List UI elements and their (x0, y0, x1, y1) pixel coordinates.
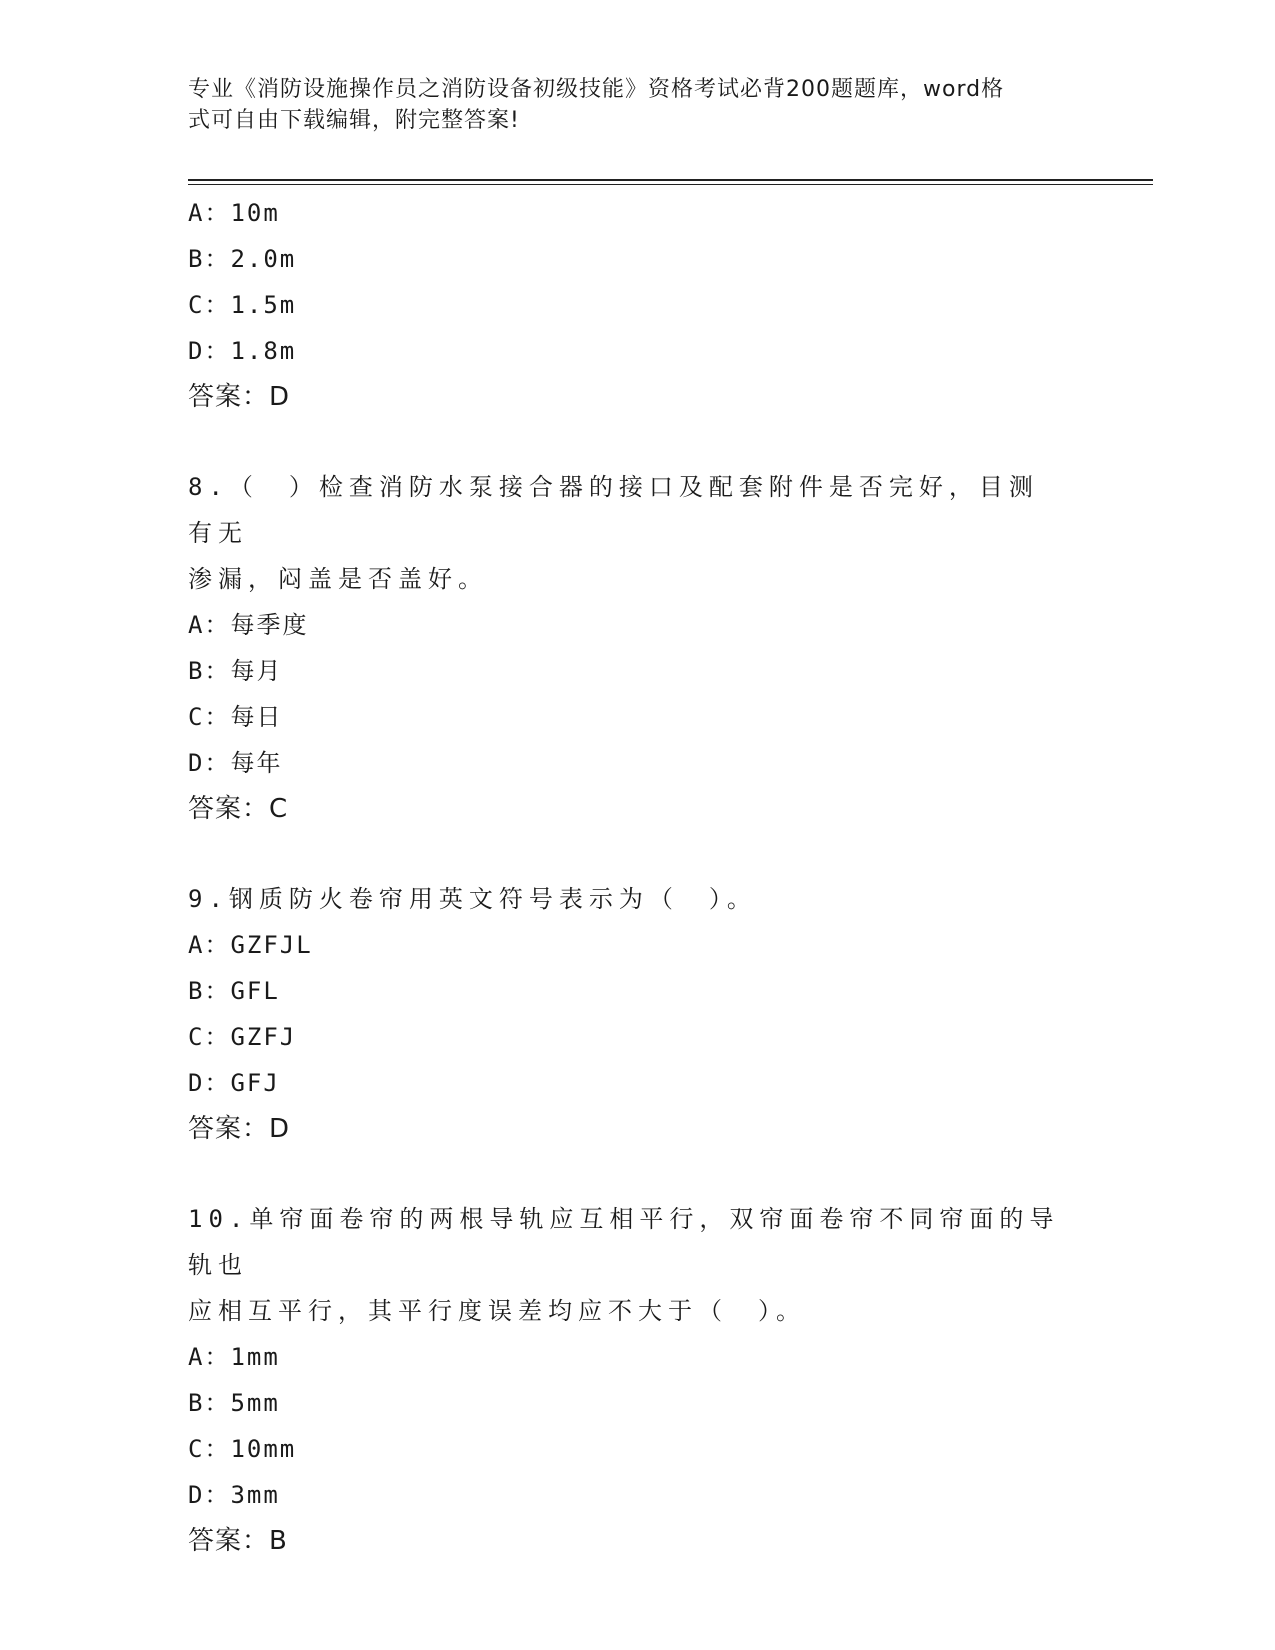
question-text-line2: 渗漏，闷盖是否盖好。 (188, 565, 488, 593)
question-9 (188, 876, 1088, 1152)
header-title-line2: 式可自由下载编辑，附完整答案! (188, 108, 520, 133)
header-rule-thick (188, 179, 1153, 181)
option-d: D：GFJ (188, 1069, 280, 1097)
question-10 (188, 1196, 1088, 1564)
option-d: D：1.8m (188, 337, 297, 365)
question-text-line1: 10.单帘面卷帘的两根导轨应互相平行，双帘面卷帘不同帘面的导轨也 (188, 1205, 1060, 1279)
answer-line: 答案：C (188, 794, 289, 824)
option-a: A：10m (188, 199, 280, 227)
question-text-line2: 应相互平行，其平行度误差均应不大于（ ）。 (188, 1297, 806, 1325)
header-rule-thin (188, 184, 1153, 185)
question-7 (188, 190, 1088, 420)
option-a: A：GZFJL (188, 931, 313, 959)
question-8 (188, 464, 1088, 832)
option-c: C：1.5m (188, 291, 297, 319)
header-title-line1: 专业《消防设施操作员之消防设备初级技能》资格考试必背200题题库，word格 (188, 77, 1005, 102)
question-text-line1: 8.（ ）检查消防水泵接合器的接口及配套附件是否完好，目测有无 (188, 473, 1039, 547)
option-d: D：每年 (188, 749, 283, 777)
document-header (188, 74, 1068, 136)
option-b: B：GFL (188, 977, 280, 1005)
answer-line: 答案：D (188, 1114, 291, 1144)
option-b: B：5mm (188, 1389, 280, 1417)
question-list (188, 190, 1088, 1564)
answer-line: 答案：B (188, 1526, 288, 1556)
option-b: B：2.0m (188, 245, 297, 273)
option-c: C：GZFJ (188, 1023, 297, 1051)
option-a: A：每季度 (188, 611, 309, 639)
option-c: C：10mm (188, 1435, 297, 1463)
spacer (188, 1152, 1088, 1196)
answer-line: 答案：D (188, 382, 291, 412)
option-d: D：3mm (188, 1481, 280, 1509)
spacer (188, 832, 1088, 876)
spacer (188, 420, 1088, 464)
question-text-line1: 9.钢质防火卷帘用英文符号表示为（ ）。 (188, 885, 757, 913)
option-b: B：每月 (188, 657, 283, 685)
option-a: A：1mm (188, 1343, 280, 1371)
option-c: C：每日 (188, 703, 283, 731)
